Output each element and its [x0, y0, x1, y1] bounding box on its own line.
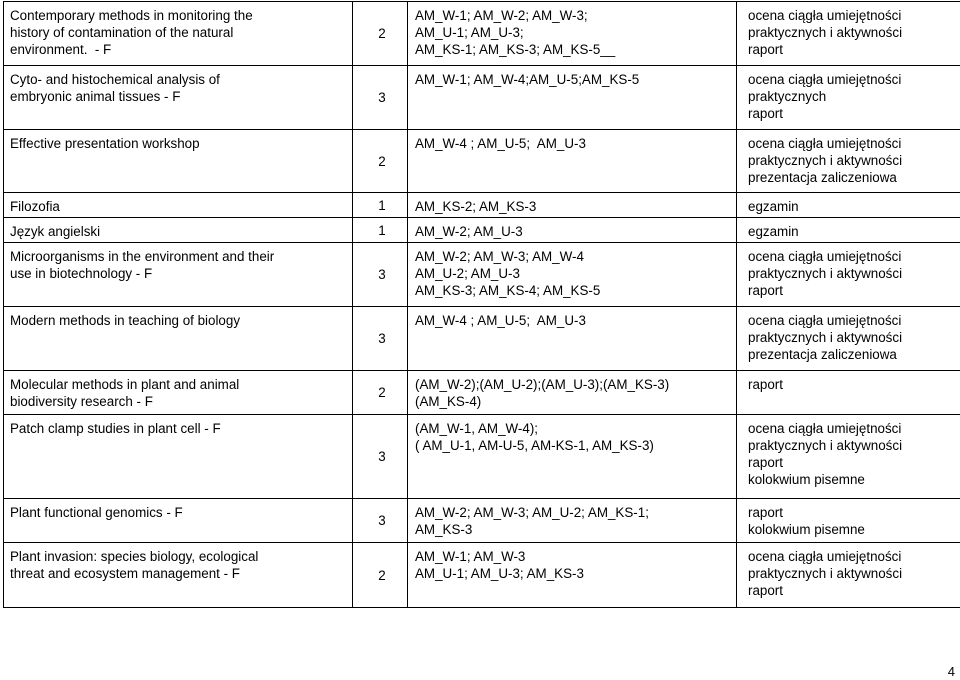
ects-cell: 3 [353, 243, 408, 307]
assessment-cell: raport [737, 371, 960, 415]
ects-cell: 2 [353, 130, 408, 193]
table-row [4, 218, 960, 243]
learning-outcomes-cell: AM_W-2; AM_W-3; AM_U-2; AM_KS-1; AM_KS-3 [408, 499, 737, 543]
learning-outcomes-cell: AM_W-4 ; AM_U-5; AM_U-3 [408, 307, 737, 371]
course-name-cell: Cyto- and histochemical analysis of embryonic animal tissues - F [4, 66, 353, 130]
ects-cell: 3 [353, 307, 408, 371]
assessment-cell: ocena ciągła umiejętności praktycznych i aktywności raport [737, 243, 960, 307]
learning-outcomes-cell: AM_W-2; AM_W-3; AM_W-4 AM_U-2; AM_U-3 AM_KS-3; AM_KS-4; AM_KS-5 [408, 243, 737, 307]
table-row [4, 130, 960, 193]
course-table [3, 1, 960, 608]
assessment-cell: raport kolokwium pisemne [737, 499, 960, 543]
course-name-cell: Filozofia [4, 193, 353, 218]
course-name-cell: Plant invasion: species biology, ecological threat and ecosystem management - F [4, 543, 353, 608]
table-row [4, 499, 960, 543]
course-name-cell: Molecular methods in plant and animal biodiversity research - F [4, 371, 353, 415]
ects-cell: 3 [353, 66, 408, 130]
course-name-cell: Plant functional genomics - F [4, 499, 353, 543]
course-name-cell: Patch clamp studies in plant cell - F [4, 415, 353, 499]
table-row [4, 307, 960, 371]
table-row [4, 243, 960, 307]
table-row [4, 371, 960, 415]
assessment-cell: egzamin [737, 193, 960, 218]
assessment-cell: ocena ciągła umiejętności praktycznych i aktywności raport [737, 543, 960, 608]
learning-outcomes-cell: AM_W-4 ; AM_U-5; AM_U-3 [408, 130, 737, 193]
learning-outcomes-cell: AM_W-2; AM_U-3 [408, 218, 737, 243]
table-row [4, 193, 960, 218]
table-row [4, 2, 960, 66]
learning-outcomes-cell: (AM_W-2);(AM_U-2);(AM_U-3);(AM_KS-3) (AM_KS-4) [408, 371, 737, 415]
assessment-cell: egzamin [737, 218, 960, 243]
ects-cell: 3 [353, 499, 408, 543]
ects-cell: 1 [353, 193, 408, 218]
page-number: 4 [947, 664, 955, 679]
learning-outcomes-cell: AM_W-1; AM_W-4;AM_U-5;AM_KS-5 [408, 66, 737, 130]
ects-cell: 2 [353, 2, 408, 66]
table-row [4, 543, 960, 608]
assessment-cell: ocena ciągła umiejętności praktycznych i aktywności prezentacja zaliczeniowa [737, 130, 960, 193]
assessment-cell: ocena ciągła umiejętności praktycznych raport [737, 66, 960, 130]
assessment-cell: ocena ciągła umiejętności praktycznych i aktywności raport [737, 2, 960, 66]
learning-outcomes-cell: AM_W-1; AM_W-2; AM_W-3; AM_U-1; AM_U-3; AM_KS-1; AM_KS-3; AM_KS-5__ [408, 2, 737, 66]
ects-cell: 2 [353, 543, 408, 608]
course-name-cell: Modern methods in teaching of biology [4, 307, 353, 371]
course-name-cell: Język angielski [4, 218, 353, 243]
learning-outcomes-cell: AM_KS-2; AM_KS-3 [408, 193, 737, 218]
table-row [4, 415, 960, 499]
ects-cell: 1 [353, 218, 408, 243]
learning-outcomes-cell: AM_W-1; AM_W-3 AM_U-1; AM_U-3; AM_KS-3 [408, 543, 737, 608]
assessment-cell: ocena ciągła umiejętności praktycznych i aktywności raport kolokwium pisemne [737, 415, 960, 499]
ects-cell: 3 [353, 415, 408, 499]
table-row [4, 66, 960, 130]
ects-cell: 2 [353, 371, 408, 415]
course-name-cell: Effective presentation workshop [4, 130, 353, 193]
course-name-cell: Contemporary methods in monitoring the history of contamination of the natural environment. - F [4, 2, 353, 66]
assessment-cell: ocena ciągła umiejętności praktycznych i aktywności prezentacja zaliczeniowa [737, 307, 960, 371]
course-name-cell: Microorganisms in the environment and their use in biotechnology - F [4, 243, 353, 307]
learning-outcomes-cell: (AM_W-1, AM_W-4); ( AM_U-1, AM-U-5, AM-KS-1, AM_KS-3) [408, 415, 737, 499]
